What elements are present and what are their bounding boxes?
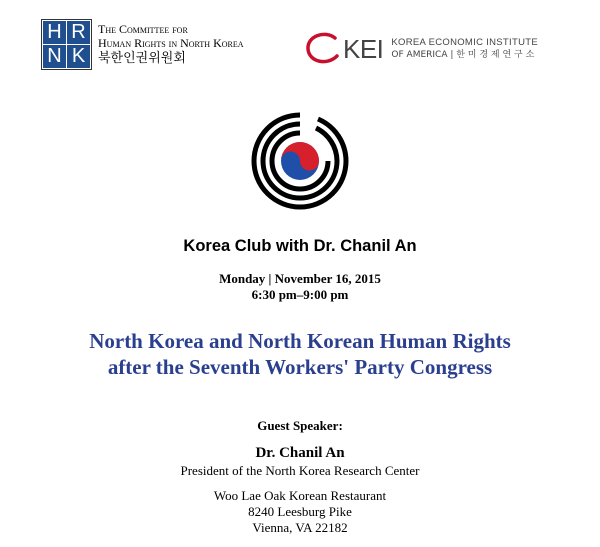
event-time: 6:30 pm–9:00 pm: [251, 287, 349, 302]
hrnk-letter-grid: [41, 19, 92, 70]
hrnk-name-korean: 북한인권위원회: [98, 51, 186, 66]
event-date: Monday | November 16, 2015: [219, 271, 381, 286]
kei-name: [391, 37, 538, 61]
speaker-name: Dr. Chanil An: [255, 445, 345, 461]
kei-swoosh-icon: [305, 32, 341, 66]
hrnk-letter-h: H: [43, 21, 66, 44]
event-headline-line2: after the Seventh Workers' Party Congress: [107, 355, 493, 379]
hrnk-logo: [41, 19, 244, 70]
hrnk-letter-r: R: [67, 21, 90, 44]
venue-city: Vienna, VA 22182: [252, 520, 348, 535]
speaker-role: President of the North Korea Research Center: [180, 463, 420, 478]
kei-name-line1: KOREA ECONOMIC INSTITUTE: [391, 37, 538, 48]
hrnk-name: [98, 19, 244, 66]
guest-speaker-label: Guest Speaker:: [257, 418, 343, 433]
kei-name-line2: OF AMERICA | 한 미 경 제 연 구 소: [391, 50, 535, 60]
event-headline-line1: North Korea and North Korean Human Rights: [89, 329, 511, 353]
venue-name: Woo Lae Oak Korean Restaurant: [213, 488, 387, 503]
hrnk-letter-k: K: [67, 45, 90, 68]
korea-club-emblem-icon: [248, 109, 352, 218]
hrnk-name-line2: Human Rights in North Korea: [98, 36, 244, 50]
hrnk-letter-n: N: [43, 45, 66, 68]
kei-logo: [305, 32, 538, 66]
venue-street: 8240 Leesburg Pike: [248, 504, 352, 519]
kei-acronym: KEI: [343, 33, 384, 64]
event-title: Korea Club with Dr. Chanil An: [183, 237, 417, 255]
hrnk-name-line1: The Committee for: [98, 22, 188, 36]
